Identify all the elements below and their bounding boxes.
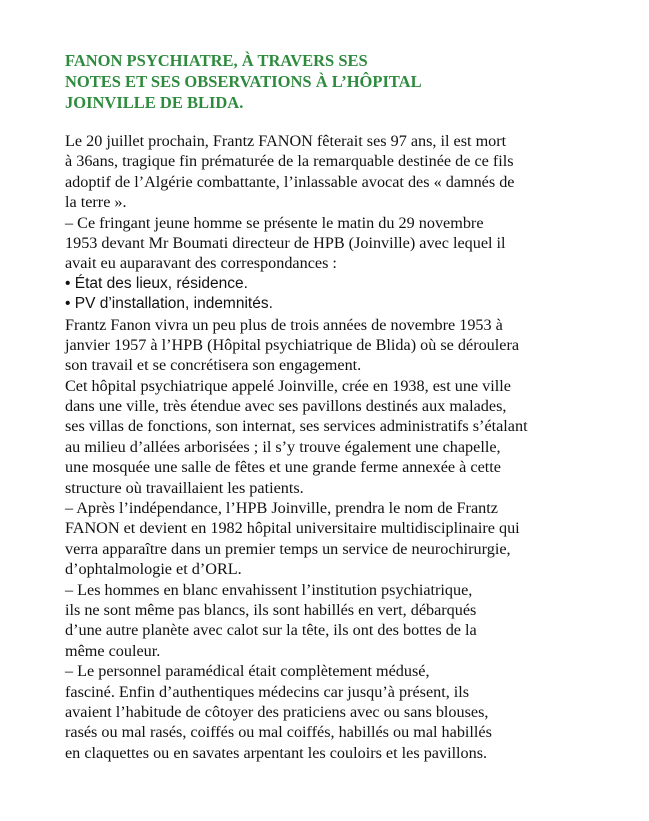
paragraph-line: avaient l’habitude de côtoyer des praticiens avec ou sans blouses,: [65, 702, 489, 721]
paragraph-line: Le 20 juillet prochain, Frantz FANON fêterait ses 97 ans, il est mort: [65, 132, 507, 150]
paragraph-line: dans une ville, très étendue avec ses pavillons destinés aux malades,: [65, 397, 507, 416]
document-title: [65, 50, 585, 113]
paragraph-line: la terre ».: [65, 193, 127, 212]
paragraph-line: FANON et devient en 1982 hôpital universitaire multidisciplinaire qui: [65, 519, 520, 538]
bullet-item: • PV d’installation, indemnités.: [65, 295, 273, 313]
paragraph-line: rasés ou mal rasés, coiffés ou mal coiffés, habillés ou mal habillés: [65, 723, 492, 742]
paragraph-line: avait eu auparavant des correspondances :: [65, 254, 337, 273]
paragraph-line: – Après l’indépendance, l’HPB Joinville, prendra le nom de Frantz: [65, 499, 498, 518]
paragraph-line: au milieu d’allées arborisées ; il s’y trouve également une chapelle,: [65, 437, 501, 456]
paragraph-line: ses villas de fonctions, son internat, ses services administratifs s’étalant: [65, 417, 528, 436]
paragraph-line: 1953 devant Mr Boumati directeur de HPB (Joinville) avec lequel il: [65, 233, 506, 252]
paragraph-line: verra apparaître dans un premier temps un service de neurochirurgie,: [65, 539, 511, 558]
paragraph-line: une mosquée une salle de fêtes et une grande ferme annexée à cette: [65, 458, 501, 477]
paragraph-line: d’une autre planète avec calot sur la tête, ils ont des bottes de la: [65, 621, 477, 640]
paragraph-line: fasciné. Enfin d’authentiques médecins car jusqu’à présent, ils: [65, 682, 470, 701]
title-line: JOINVILLE DE BLIDA.: [65, 93, 244, 112]
paragraph-line: en claquettes ou en savates arpentant les couloirs et les pavillons.: [65, 743, 488, 762]
paragraph-line: adoptif de l’Algérie combattante, l’inlassable avocat des « damnés de: [65, 172, 515, 191]
bullet-item: • État des lieux, résidence.: [65, 274, 248, 292]
title-line: FANON PSYCHIATRE, À TRAVERS SES: [65, 51, 368, 70]
title-line: NOTES ET SES OBSERVATIONS À L’HÔPITAL: [65, 72, 422, 91]
paragraph-line: janvier 1957 à l’HPB (Hôpital psychiatrique de Blida) où se déroulera: [65, 335, 520, 354]
paragraph-line: structure où travaillaient les patients.: [65, 478, 304, 497]
paragraph-line: – Les hommes en blanc envahissent l’institution psychiatrique,: [65, 580, 473, 599]
paragraph-line: Frantz Fanon vivra un peu plus de trois années de novembre 1953 à: [65, 315, 503, 334]
paragraph-line: d’ophtalmologie et d’ORL.: [65, 560, 242, 579]
paragraph-line: – Le personnel paramédical était complètement médusé,: [65, 662, 430, 681]
paragraph-line: même couleur.: [65, 641, 161, 660]
paragraph-line: à 36ans, tragique fin prématurée de la remarquable destinée de ce fils: [65, 152, 514, 171]
paragraph-line: – Ce fringant jeune homme se présente le matin du 29 novembre: [65, 213, 484, 232]
document-body: [65, 131, 625, 763]
paragraph-line: ils ne sont même pas blancs, ils sont habillés en vert, débarqués: [65, 600, 477, 619]
paragraph-line: son travail et se concrétisera son engagement.: [65, 356, 362, 375]
paragraph-line: Cet hôpital psychiatrique appelé Joinville, crée en 1938, est une ville: [65, 376, 511, 395]
